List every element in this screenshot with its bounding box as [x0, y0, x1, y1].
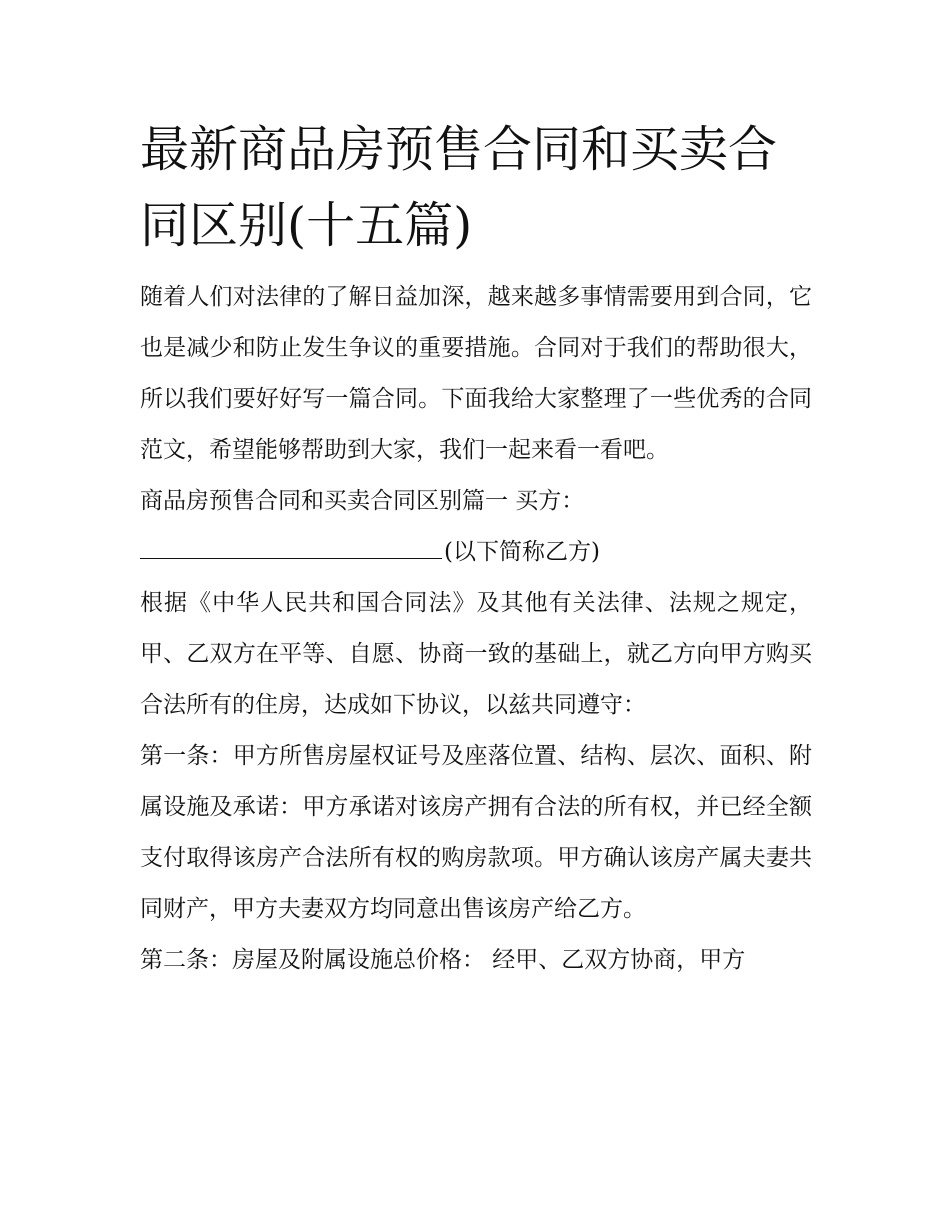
section-heading: 商品房预售合同和买卖合同区别篇一 买方：	[140, 488, 585, 514]
article-1: 第一条：甲方所售房屋权证号及座落位置、结构、层次、面积、附属设施及承诺：甲方承诺对该房产拥有合法的所有权，并已经全额支付取得该房产合法所有权的购房款项。甲方确认该房产属夫妻共同财产，甲方夫妻双方均同意出售该房产给乙方。	[140, 743, 812, 922]
buyer-line	[140, 527, 812, 578]
document-title: 最新商品房预售合同和买卖合同区别(十五篇)	[140, 121, 778, 254]
buyer-blank-field	[140, 538, 442, 559]
buyer-suffix: (以下简称乙方)	[444, 539, 600, 565]
article-2: 第二条：房屋及附属设施总价格： 经甲、乙双方协商，甲方	[140, 947, 746, 973]
intro-paragraph: 随着人们对法律的了解日益加深，越来越多事情需要用到合同，它也是减少和防止发生争议的重要措施。合同对于我们的帮助很大，所以我们要好好写一篇合同。下面我给大家整理了一些优秀的合同范文，希望能够帮助到大家，我们一起来看一看吧。	[140, 284, 812, 463]
basis-paragraph: 根据《中华人民共和国合同法》及其他有关法律、法规之规定，甲、乙双方在平等、自愿、协商一致的基础上，就乙方向甲方购买合法所有的住房，达成如下协议，以兹共同遵守：	[140, 590, 812, 718]
document-page	[140, 112, 812, 986]
